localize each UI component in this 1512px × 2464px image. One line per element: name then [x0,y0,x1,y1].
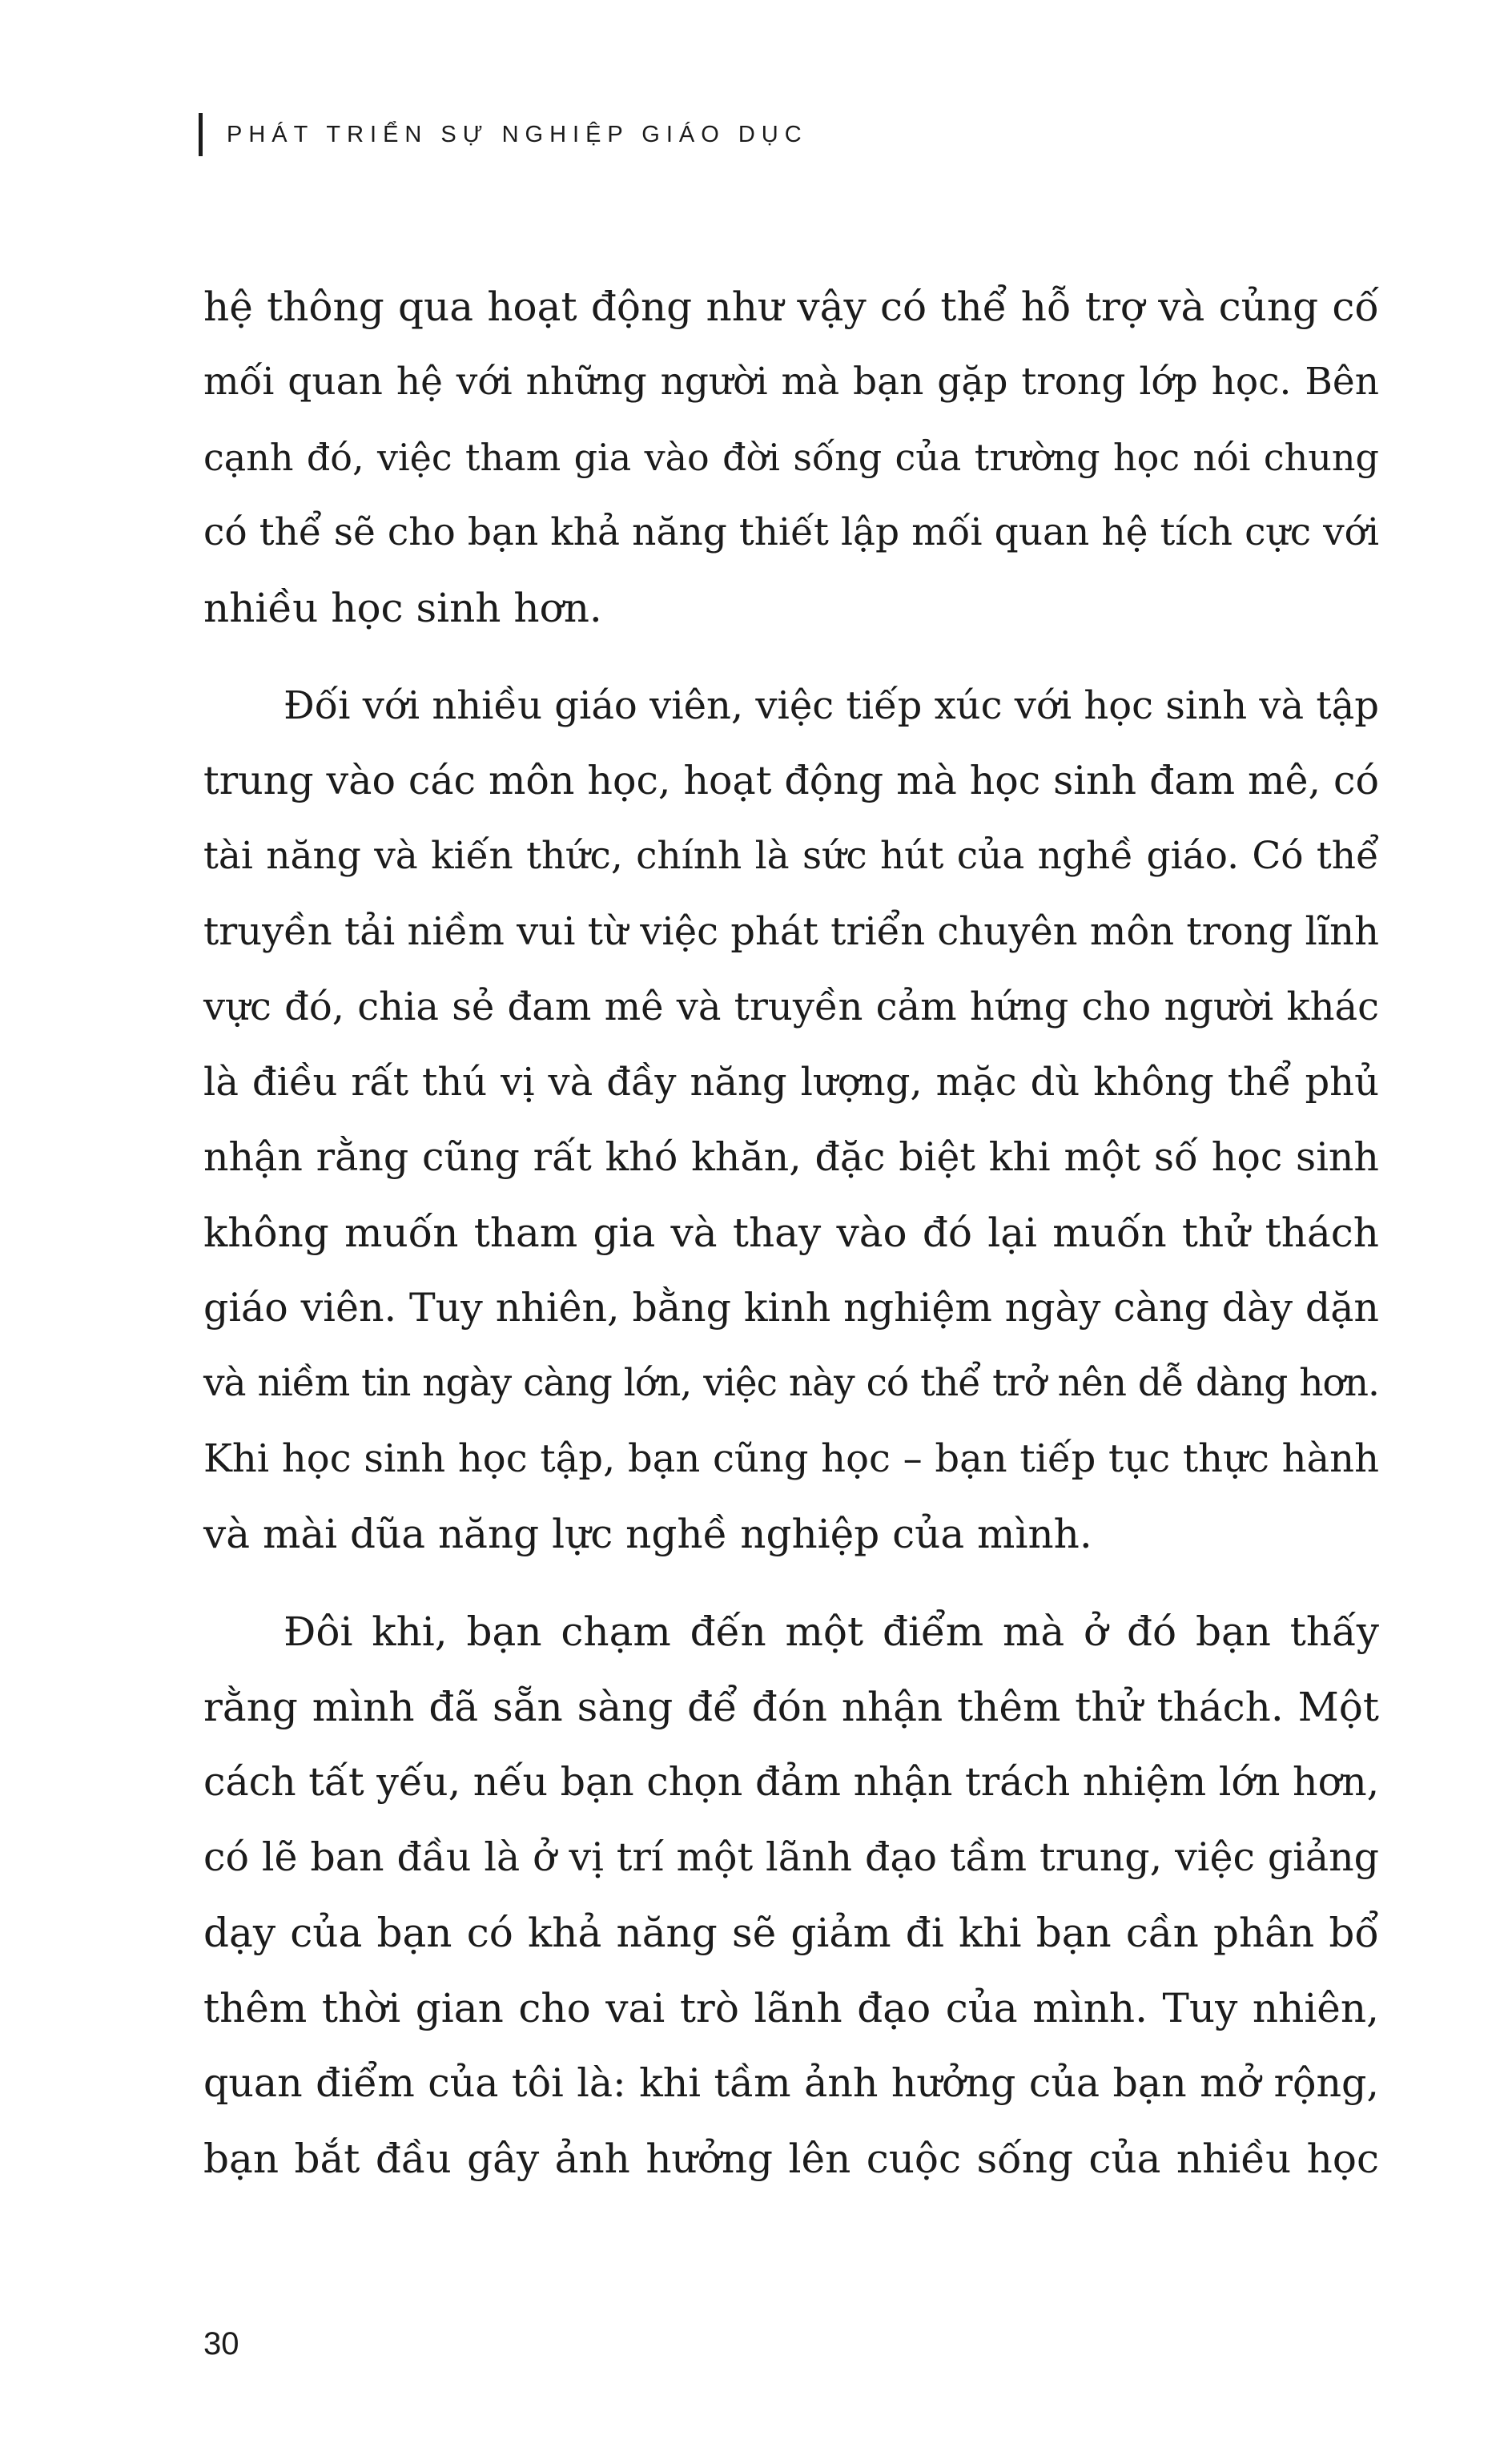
paragraph-2-line-7: nhận rằng cũng rất khó khăn, đặc biệt khi một số học sinh [203,1134,1379,1180]
paragraph-2-line-6: là điều rất thú vị và đầy năng lượng, mặc dù không thể phủ [203,1060,1379,1105]
paragraph-2-line-10: và niềm tin ngày càng lớn, việc này có thể trở nên dễ dàng hơn. [203,1361,1379,1405]
paragraph-2-line-8: không muốn tham gia và thay vào đó lại muốn thử thách [203,1210,1379,1256]
paragraph-1-line-2: mối quan hệ với những người mà bạn gặp trong lớp học. Bên [203,360,1379,404]
paragraph-3-line-8: bạn bắt đầu gây ảnh hưởng lên cuộc sống của nhiều học [203,2136,1379,2182]
running-head-title: PHÁT TRIỂN SỰ NGHIỆP GIÁO DỤC [227,121,808,147]
paragraph-2-line-1: Đối với nhiều giáo viên, việc tiếp xúc với học sinh và tập [284,683,1379,728]
paragraph-3-line-2: rằng mình đã sẵn sàng để đón nhận thêm thử thách. Một [203,1684,1379,1730]
paragraph-3-line-5: dạy của bạn có khả năng sẽ giảm đi khi bạn cần phân bổ [203,1910,1379,1956]
body-text [203,269,1379,2196]
paragraph-3-line-6: thêm thời gian cho vai trò lãnh đạo của mình. Tuy nhiên, [203,1985,1379,2031]
paragraph-2-line-3: tài năng và kiến thức, chính là sức hút của nghề giáo. Có thể [203,834,1379,878]
paragraph-2-line-2: trung vào các môn học, hoạt động mà học sinh đam mê, có [203,758,1379,803]
running-head-rule [199,113,203,156]
paragraph-3-line-7: quan điểm của tôi là: khi tầm ảnh hưởng của bạn mở rộng, [203,2060,1379,2106]
paragraph-3-line-4: có lẽ ban đầu là ở vị trí một lãnh đạo tầm trung, việc giảng [203,1834,1379,1880]
paragraph-2-line-12: và mài dũa năng lực nghề nghiệp của mình. [203,1511,1092,1557]
paragraph-gap [203,646,1379,668]
paragraph-2-line-5: vực đó, chia sẻ đam mê và truyền cảm hứng cho người khác [203,984,1379,1029]
paragraph-3-line-3: cách tất yếu, nếu bạn chọn đảm nhận trách nhiệm lớn hơn, [203,1759,1380,1805]
paragraph-2-line-4: truyền tải niềm vui từ việc phát triển chuyên môn trong lĩnh [203,909,1379,954]
paragraph-3-line-1: Đôi khi, bạn chạm đến một điểm mà ở đó bạn thấy [284,1608,1379,1655]
paragraph-1-line-3: cạnh đó, việc tham gia vào đời sống của trường học nói chung [203,436,1379,479]
paragraph-1-line-4: có thể sẽ cho bạn khả năng thiết lập mối quan hệ tích cực với [203,510,1379,554]
paragraph-2-line-9: giáo viên. Tuy nhiên, bằng kinh nghiệm ngày càng dày dặn [203,1285,1379,1331]
paragraph-gap [203,1572,1379,1594]
page-number: 30 [203,2326,239,2361]
running-head [199,111,808,159]
paragraph-1-line-1: hệ thông qua hoạt động như vậy có thể hỗ trợ và củng cố [203,284,1379,330]
paragraph-2-line-11: Khi học sinh học tập, bạn cũng học – bạn tiếp tục thực hành [203,1436,1379,1481]
paragraph-1-line-5: nhiều học sinh hơn. [203,585,602,631]
